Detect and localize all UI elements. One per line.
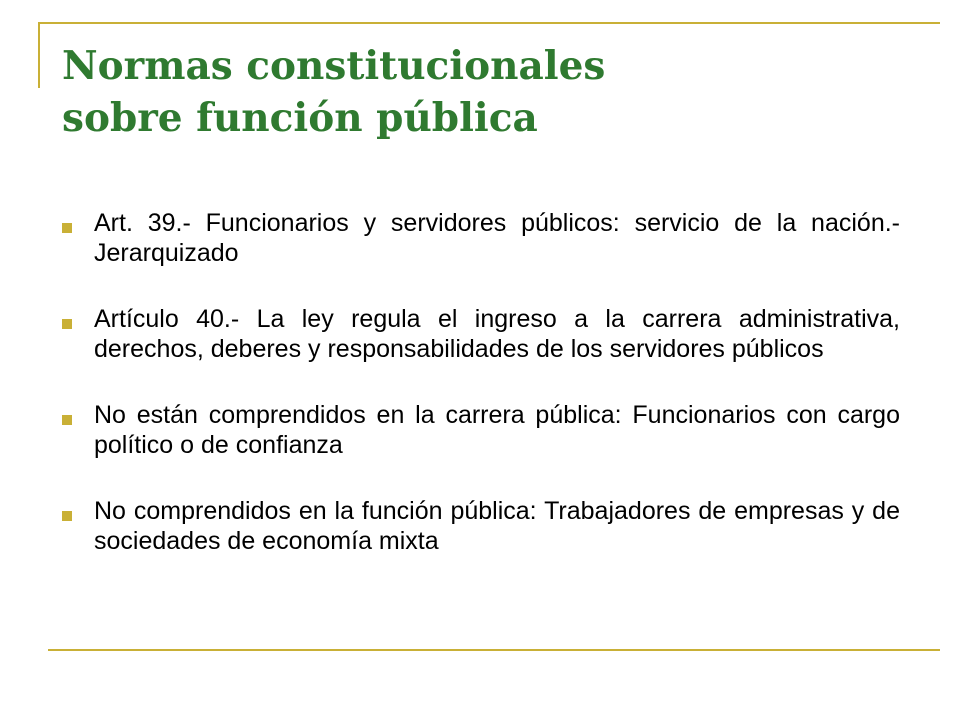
bullet-item — [62, 208, 900, 268]
square-bullet-icon — [62, 223, 72, 233]
bullet-text: No comprendidos en la función pública: Trabajadores de empresas y de sociedades de economía mixta — [94, 497, 900, 555]
bullet-item — [62, 496, 900, 556]
square-bullet-icon — [62, 319, 72, 329]
bullet-text: Artículo 40.- La ley regula el ingreso a la carrera administrativa, derechos, deberes y responsabilidades de los servidores públicos — [94, 305, 900, 363]
title-line-1: Normas constitucionales — [62, 43, 606, 89]
bullet-text: Art. 39.- Funcionarios y servidores públicos: servicio de la nación.- Jerarquizado — [94, 209, 900, 267]
bullet-text: No están comprendidos en la carrera pública: Funcionarios con cargo político o de confianza — [94, 401, 900, 459]
square-bullet-icon — [62, 511, 72, 521]
top-rule — [38, 22, 940, 24]
square-bullet-icon — [62, 415, 72, 425]
bullet-item — [62, 400, 900, 460]
slide-title — [62, 40, 922, 144]
title-line-2: sobre función pública — [62, 95, 538, 141]
bottom-rule — [48, 649, 940, 651]
bullet-list — [62, 208, 900, 592]
bullet-item — [62, 304, 900, 364]
left-rule — [38, 22, 40, 88]
